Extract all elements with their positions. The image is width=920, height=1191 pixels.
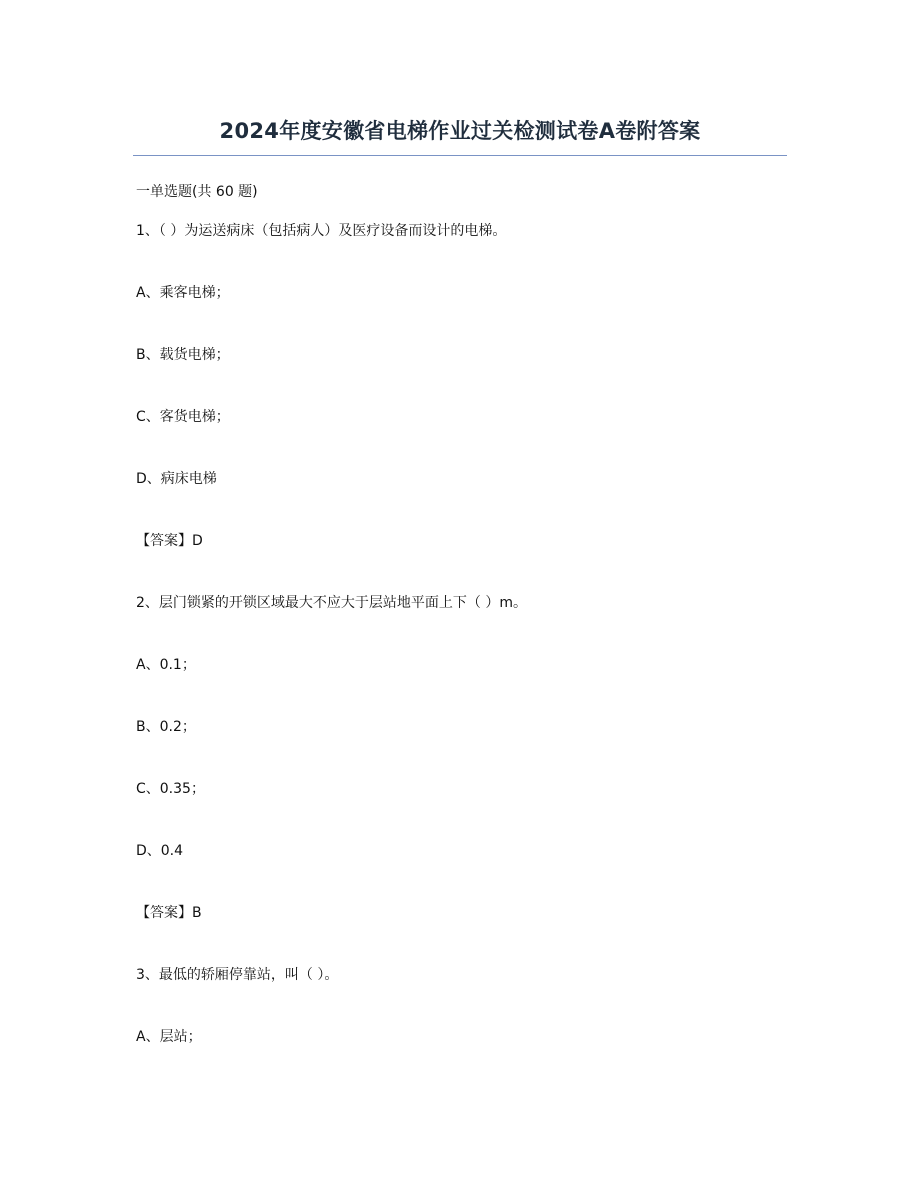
question-1-option-b: B、载货电梯； — [136, 347, 230, 363]
question-1-answer: 【答案】D — [136, 533, 203, 549]
question-2-option-a: A、0.1； — [136, 657, 196, 673]
question-1-option-c: C、客货电梯； — [136, 409, 230, 425]
question-2-option-b: B、0.2； — [136, 719, 196, 735]
question-1-stem: 1、（ ）为运送病床（包括病人）及医疗设备而设计的电梯。 — [136, 223, 507, 239]
question-3-option-a: A、层站； — [136, 1029, 202, 1045]
question-1-option-a: A、乘客电梯； — [136, 285, 230, 301]
document-title: 2024年度安徽省电梯作业过关检测试卷A卷附答案 — [219, 119, 701, 143]
question-2-option-c: C、0.35； — [136, 781, 205, 797]
title-divider — [133, 155, 787, 156]
question-1-option-d: D、病床电梯 — [136, 471, 217, 487]
question-2-answer: 【答案】B — [136, 905, 202, 921]
section-heading: 一单选题(共 60 题) — [136, 184, 258, 200]
question-3-stem: 3、最低的轿厢停靠站，叫（ ）。 — [136, 967, 339, 983]
question-2-stem: 2、层门锁紧的开锁区域最大不应大于层站地平面上下（ ）m。 — [136, 595, 527, 611]
question-2-option-d: D、0.4 — [136, 843, 184, 859]
